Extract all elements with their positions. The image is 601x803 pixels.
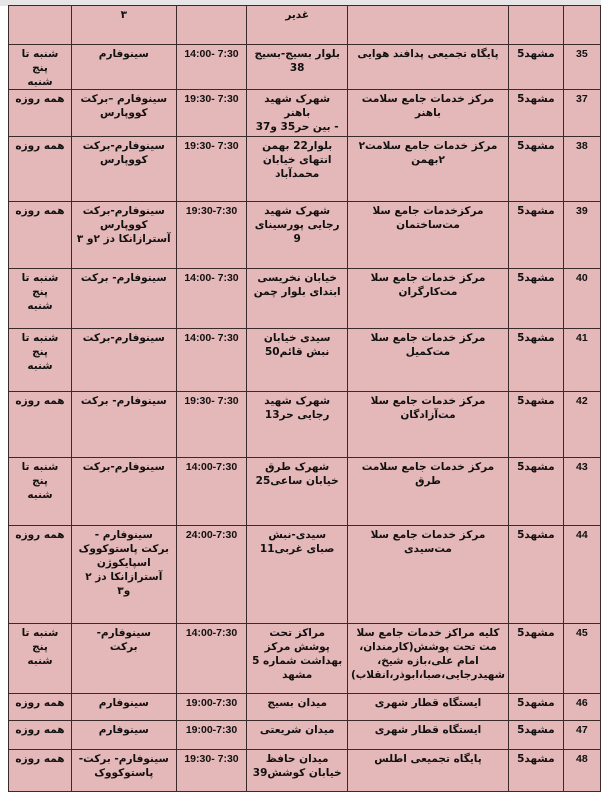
cell-time: 19:30- 7:30 xyxy=(176,90,247,137)
cell-days xyxy=(9,137,72,202)
cell-address-line: بهداشت شماره 5 xyxy=(252,655,343,667)
cell-city: مشهد5 xyxy=(509,721,564,750)
cell-city: مشهد5 xyxy=(509,392,564,458)
table-row xyxy=(9,694,601,721)
cell-vaccine xyxy=(71,750,176,792)
cell-vaccine-line: سینوفارم-برکت xyxy=(82,205,165,217)
cell-center-line: مرکز خدمات جامع سلامت۲ xyxy=(358,140,498,152)
cell-vaccine xyxy=(71,329,176,392)
cell-address-line: - بین حر35 و37 xyxy=(255,121,339,133)
cell-row-number: 47 xyxy=(563,721,600,750)
table-row xyxy=(9,526,601,624)
cell-center-line: مرکز خدمات جامع سلا xyxy=(370,395,486,407)
cell-address-line: ابتدای بلوار چمن xyxy=(253,286,341,298)
cell-center-line: مت‌سیدی xyxy=(404,543,452,555)
table-row xyxy=(9,750,601,792)
cell-city: مشهد5 xyxy=(509,90,564,137)
cell-city: مشهد5 xyxy=(509,624,564,694)
cell-address-line: خیابان نخریسی xyxy=(257,272,337,284)
cell-vaccine-line: سینوفارم-برکت xyxy=(82,461,165,473)
cell-row-number: 41 xyxy=(563,329,600,392)
cell-row-number: 46 xyxy=(563,694,600,721)
cell-time: 24:00-7:30 xyxy=(176,526,247,624)
table-row-partial xyxy=(9,6,601,45)
cell-row-number: 43 xyxy=(563,458,600,526)
cell-address-line: میدان شریعتی xyxy=(259,724,335,736)
cell-address xyxy=(247,750,348,792)
cell-center xyxy=(347,269,508,329)
cell-city xyxy=(509,6,564,45)
cell-address xyxy=(247,694,348,721)
cell-address-line: میدان حافظ xyxy=(265,753,329,765)
cell-address xyxy=(247,329,348,392)
cell-city: مشهد5 xyxy=(509,458,564,526)
cell-days-line: شنبه تا پنج xyxy=(21,48,59,74)
cell-city: مشهد5 xyxy=(509,694,564,721)
cell-address-line: مشهد xyxy=(282,669,313,681)
cell-days xyxy=(9,329,72,392)
cell-city: مشهد5 xyxy=(509,750,564,792)
cell-city: مشهد5 xyxy=(509,137,564,202)
cell-days-line: شنبه xyxy=(27,76,53,88)
cell-time: 14:00- 7:30 xyxy=(176,269,247,329)
cell-days-line: همه روزه xyxy=(15,529,65,541)
cell-address-line: شهرک شهید xyxy=(264,395,331,407)
cell-address xyxy=(247,721,348,750)
cell-address xyxy=(247,90,348,137)
cell-time: 14:00-7:30 xyxy=(176,624,247,694)
cell-vaccine-line: اسپایکوژن xyxy=(96,557,151,569)
cell-address-line: 38 xyxy=(289,62,305,74)
cell-vaccine-line: و۳ xyxy=(117,585,131,597)
cell-vaccine xyxy=(71,694,176,721)
cell-center-line: ایستگاه قطار شهری xyxy=(374,697,482,709)
cell-days-line: شنبه xyxy=(27,489,53,501)
cell-days-line: شنبه تا پنج xyxy=(21,272,59,298)
cell-vaccine-line: برکت xyxy=(109,641,138,653)
cell-center-line: مرکزخدمات جامع سلا xyxy=(372,205,484,217)
cell-center-line: ۲بهمن xyxy=(411,154,445,166)
cell-days-line: شنبه تا پنج xyxy=(21,627,59,653)
cell-vaccine-line: سینوفارم –برکت xyxy=(80,93,168,105)
cell-center-line: مرکز خدمات جامع سلا xyxy=(370,529,486,541)
cell-days xyxy=(9,45,72,90)
cell-vaccine xyxy=(71,392,176,458)
cell-days xyxy=(9,624,72,694)
cell-address-line: مراکز تحت xyxy=(269,627,325,639)
cell-days xyxy=(9,694,72,721)
cell-vaccine-line: سینوفارم- برکت xyxy=(80,272,167,284)
cell-center-line: ایستگاه قطار شهری xyxy=(374,724,482,736)
cell-city: مشهد5 xyxy=(509,45,564,90)
cell-vaccine-line: سینوفارم-برکت xyxy=(82,140,165,152)
cell-vaccine-line: پاستوکووک xyxy=(94,767,154,779)
cell-address xyxy=(247,202,348,269)
cell-row-number: 37 xyxy=(563,90,600,137)
cell-time: 19:00-7:30 xyxy=(176,694,247,721)
cell-days-line: همه روزه xyxy=(15,395,65,407)
cell-center-line: مت‌کمیل xyxy=(405,346,451,358)
cell-center xyxy=(347,6,508,45)
cell-center-line: کلیه مراکز خدمات جامع سلا xyxy=(356,627,500,639)
cell-address-line: خیابان ساعی25 xyxy=(255,475,339,487)
cell-address-line: رجایی حر13 xyxy=(264,409,330,421)
cell-center xyxy=(347,329,508,392)
cell-row-number: 35 xyxy=(563,45,600,90)
cell-address-line: سیدی خیابان xyxy=(263,332,331,344)
cell-days-line: همه روزه xyxy=(15,724,65,736)
cell-address-line: شهرک طرق xyxy=(265,461,330,473)
cell-address-line: نبش قائم50 xyxy=(265,346,330,358)
cell-days-line: همه روزه xyxy=(15,697,65,709)
table-row xyxy=(9,458,601,526)
cell-address-line: پوشش مرکز xyxy=(264,641,330,653)
table-row xyxy=(9,202,601,269)
table-row xyxy=(9,624,601,694)
cell-days xyxy=(9,721,72,750)
cell-days-line: همه روزه xyxy=(15,753,65,765)
cell-num xyxy=(563,6,600,45)
cell-city: مشهد5 xyxy=(509,269,564,329)
cell-row-number: 44 xyxy=(563,526,600,624)
cell-vaccine-line: کووپارس xyxy=(99,219,148,231)
cell-days xyxy=(9,202,72,269)
cell-center xyxy=(347,624,508,694)
cell-days-line: همه روزه xyxy=(15,93,65,105)
cell-vaccine xyxy=(71,45,176,90)
cell-address xyxy=(247,392,348,458)
cell-center xyxy=(347,202,508,269)
cell-days-line: شنبه xyxy=(27,655,53,667)
cell-city: مشهد5 xyxy=(509,202,564,269)
cell-row-number: 38 xyxy=(563,137,600,202)
cell-time: 14:00- 7:30 xyxy=(176,45,247,90)
cell-vaccine-line: کووپارس xyxy=(99,107,148,119)
cell-address xyxy=(247,624,348,694)
cell-vaccine xyxy=(71,90,176,137)
cell-city: مشهد5 xyxy=(509,526,564,624)
cell-time: 19:30-7:30 xyxy=(176,202,247,269)
cell-center-line: پایگاه تجمیعی اطلس xyxy=(374,753,482,765)
cell-center-line: پایگاه تجمیعی پدافند هوایی xyxy=(357,48,499,60)
cell-address-line: محمدآباد xyxy=(275,168,320,180)
cell-days-line: همه روزه xyxy=(15,140,65,152)
cell-vaccine-line: سینوفارم- xyxy=(96,627,151,639)
cell-address xyxy=(247,458,348,526)
cell-center-line: شهیدرجایی،صبا،ابوذر،انقلاب) xyxy=(350,669,506,681)
cell-vaccine xyxy=(71,526,176,624)
cell-center xyxy=(347,458,508,526)
cell-vaccine-line: سینوفارم- برکت- xyxy=(78,753,169,765)
table-row xyxy=(9,45,601,90)
cell-vaccine-line: آسترازانکا دز ۲و ۳ xyxy=(76,233,171,245)
cell-time: 14:00-7:30 xyxy=(176,458,247,526)
cell-vaccine-line: سینوفارم - xyxy=(94,529,153,541)
cell-center xyxy=(347,750,508,792)
cell-vaccine-line: سینوفارم-برکت xyxy=(82,332,165,344)
cell-center xyxy=(347,90,508,137)
cell-city: مشهد5 xyxy=(509,329,564,392)
table-row xyxy=(9,329,601,392)
cell-days xyxy=(9,392,72,458)
vaccination-schedule-table xyxy=(8,5,601,792)
cell-days xyxy=(9,90,72,137)
cell-center-line: مت‌کارگران xyxy=(398,286,458,298)
cell-row-number: 45 xyxy=(563,624,600,694)
cell-vaccine xyxy=(71,458,176,526)
cell-row-number: 48 xyxy=(563,750,600,792)
cell-vaccine-line: آسترازانکا دز ۲ xyxy=(85,571,163,583)
cell-vaccine-line: برکت پاستوکووک xyxy=(78,543,169,555)
cell-days xyxy=(9,458,72,526)
cell-time: 19:30- 7:30 xyxy=(176,137,247,202)
cell-vaccine xyxy=(71,624,176,694)
cell-time xyxy=(176,6,247,45)
table-row xyxy=(9,721,601,750)
cell-time: 14:00- 7:30 xyxy=(176,329,247,392)
cell-days xyxy=(9,269,72,329)
cell-address-line: رجایی پورسینای 9 xyxy=(254,219,340,245)
cell-days-line: شنبه xyxy=(27,360,53,372)
cell-address xyxy=(247,526,348,624)
cell-center-line: مرکز خدمات جامع سلا xyxy=(370,332,486,344)
cell-address-line: خیابان کوشش39 xyxy=(252,767,342,779)
cell-row-number: 39 xyxy=(563,202,600,269)
cell-days-line: شنبه xyxy=(27,300,53,312)
cell-center-line: مت‌آزادگان xyxy=(400,409,456,421)
cell-center-line: طرق xyxy=(415,475,441,487)
cell-center-line: امام علی،بازه شیخ، xyxy=(377,655,479,667)
cell-row-number: 40 xyxy=(563,269,600,329)
cell-center xyxy=(347,45,508,90)
cell-address-line: شهرک شهید xyxy=(264,205,331,217)
cell-center-line: مرکز خدمات جامع سلامت xyxy=(361,461,495,473)
cell-days xyxy=(9,750,72,792)
cell-time: 19:30- 7:30 xyxy=(176,392,247,458)
cell-days-line: شنبه تا پنج xyxy=(21,332,59,358)
cell-center xyxy=(347,526,508,624)
cell-center-line: باهنر xyxy=(414,107,441,119)
cell-vaccine-line: سینوفارم xyxy=(98,48,149,60)
cell-time: 19:00-7:30 xyxy=(176,721,247,750)
cell-address xyxy=(247,45,348,90)
cell-vaccine-line: سینوفارم xyxy=(98,697,149,709)
cell-address-line: سیدی-نبش xyxy=(268,529,327,541)
cell-address-line: انتهای خیابان xyxy=(262,154,332,166)
cell-address-line: شهرک شهید باهنر xyxy=(264,93,331,119)
cell-vaccine xyxy=(71,137,176,202)
cell-center-line: مرکز خدمات جامع سلامت xyxy=(361,93,495,105)
cell-address-line: صبای غربی11 xyxy=(259,543,335,555)
cell-address xyxy=(247,269,348,329)
cell-address-line: بلوار بسیج-بسیج xyxy=(254,48,340,60)
table-row xyxy=(9,137,601,202)
table-row xyxy=(9,90,601,137)
cell-vaccine-line: سینوفارم- برکت xyxy=(80,395,167,407)
cell-center xyxy=(347,392,508,458)
cell-days-line: شنبه تا پنج xyxy=(21,461,59,487)
cell-row-number: 42 xyxy=(563,392,600,458)
cell-address xyxy=(247,137,348,202)
cell-vaccine-line: کووپارس xyxy=(99,154,148,166)
table-row xyxy=(9,392,601,458)
cell-center xyxy=(347,694,508,721)
cell-vaccine xyxy=(71,202,176,269)
cell-center-line: مرکز خدمات جامع سلا xyxy=(370,272,486,284)
table-row xyxy=(9,269,601,329)
cell-vaccine-line: سینوفارم xyxy=(98,724,149,736)
cell-center-line: مت تحت پوشش(کارمندان، xyxy=(359,641,497,653)
cell-vaccine: ۳ xyxy=(71,6,176,45)
cell-address: غدیر xyxy=(247,6,348,45)
cell-days-line: همه روزه xyxy=(15,205,65,217)
cell-address-line: بلوار22 بهمن xyxy=(262,140,333,152)
cell-time: 19:30- 7:30 xyxy=(176,750,247,792)
cell-center-line: مت‌ساختمان xyxy=(396,219,460,231)
cell-center xyxy=(347,721,508,750)
cell-center xyxy=(347,137,508,202)
cell-days xyxy=(9,526,72,624)
cell-vaccine xyxy=(71,269,176,329)
cell-vaccine xyxy=(71,721,176,750)
cell-days xyxy=(9,6,72,45)
cell-address-line: میدان بسیج xyxy=(267,697,327,709)
